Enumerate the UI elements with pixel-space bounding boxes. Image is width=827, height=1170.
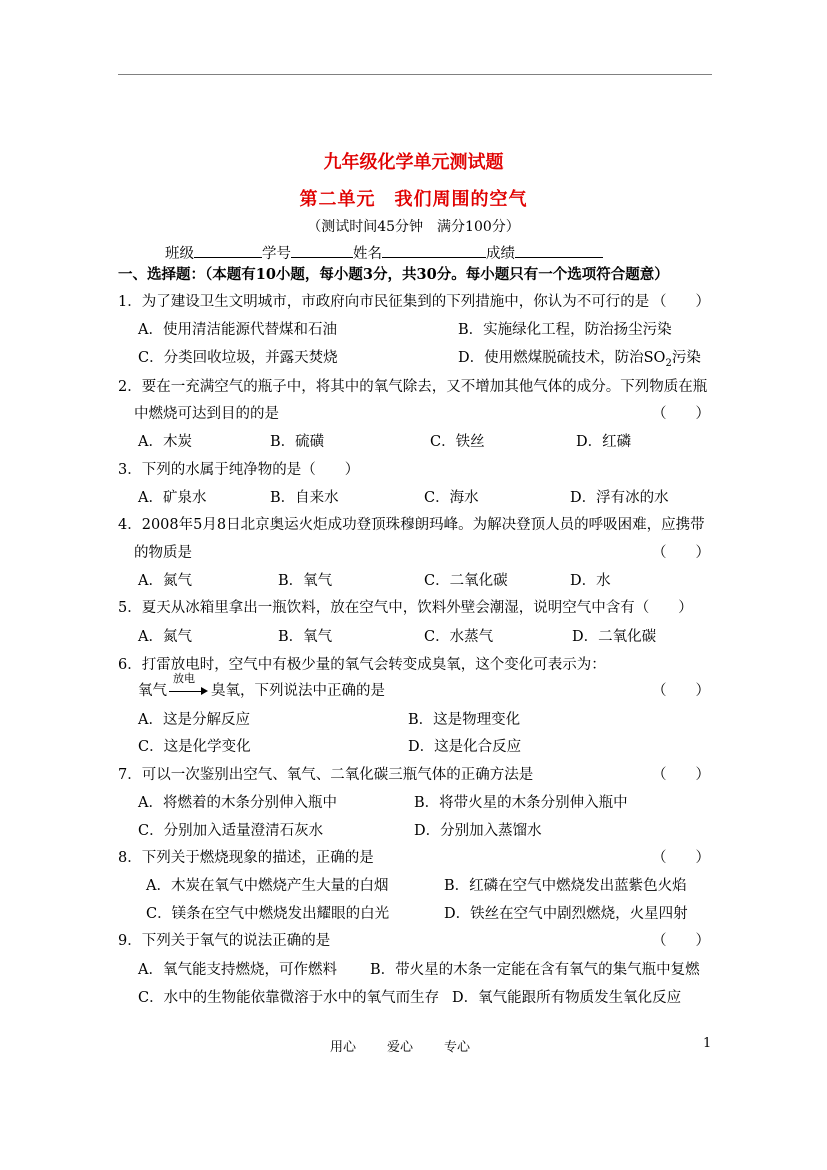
question-3-option-b: B．自来水 <box>270 490 339 506</box>
eq-condition: 放电 <box>173 672 195 685</box>
question-7-option-a: A．将燃着的木条分别伸入瓶中 <box>138 795 337 811</box>
question-8-option-a: A．木炭在氧气中燃烧产生大量的白烟 <box>146 878 389 894</box>
test-info: （测试时间45分钟 满分100分） <box>307 219 520 235</box>
question-8-answer-paren: （ ） <box>652 850 710 866</box>
question-9-option-d: D．氧气能跟所有物质发生氧化反应 <box>452 990 682 1006</box>
question-7-option-d: D．分别加入蒸馏水 <box>414 823 542 839</box>
page-number: 1 <box>703 1036 712 1051</box>
score-blank <box>515 243 603 258</box>
question-5-option-c: C．水蒸气 <box>424 629 494 645</box>
question-6-option-b: B．这是物理变化 <box>408 712 521 728</box>
question-9-option-c: C．水中的生物能依靠微溶于水中的氧气而生存 <box>138 990 440 1006</box>
question-8-option-b: B．红磷在空气中燃烧发出蓝紫色火焰 <box>444 878 687 894</box>
question-6-equation <box>138 672 385 701</box>
question-4-option-b: B．氧气 <box>278 573 333 589</box>
question-2-answer-paren: （ ） <box>652 406 710 422</box>
score-label: 成绩 <box>486 246 515 262</box>
question-6-option-d: D．这是化合反应 <box>408 739 522 755</box>
eq-reactant: 氧气 <box>138 683 167 699</box>
question-5-option-a: A．氮气 <box>138 629 192 645</box>
student-info-row <box>165 243 603 264</box>
question-5-option-d: D．二氧化碳 <box>572 629 657 645</box>
question-6-option-a: A．这是分解反应 <box>138 712 250 728</box>
id-blank <box>291 243 353 258</box>
footer-text-3: 专心 <box>444 1040 471 1055</box>
question-2-option-a: A．木炭 <box>138 434 192 450</box>
unit-title: 第二单元 我们周围的空气 <box>299 189 528 210</box>
question-6-option-c: C．这是化学变化 <box>138 739 251 755</box>
page-title: 九年级化学单元测试题 <box>323 152 504 173</box>
question-4-stem: 4．2008年5月8日北京奥运火炬成功登顶珠穆朗玛峰。为解决登顶人员的呼吸困难，应携带 <box>118 517 705 533</box>
question-2-option-b: B．硫磺 <box>270 434 325 450</box>
footer-text-2: 爱心 <box>387 1040 414 1055</box>
question-9-answer-paren: （ ） <box>652 933 710 949</box>
question-3-option-a: A．矿泉水 <box>138 490 207 506</box>
question-4-option-d: D．水 <box>570 573 611 589</box>
question-4-stem-cont: 的物质是 <box>134 545 192 561</box>
footer-text-1: 用心 <box>330 1040 357 1055</box>
question-8-option-d: D．铁丝在空气中剧烈燃烧，火星四射 <box>444 906 688 922</box>
question-6-answer-paren: （ ） <box>652 683 710 699</box>
question-2-option-d: D．红磷 <box>576 434 632 450</box>
question-9-option-a: A．氧气能支持燃烧，可作燃料 <box>138 962 337 978</box>
name-label: 姓名 <box>353 246 382 262</box>
question-8-stem: 8．下列关于燃烧现象的描述，正确的是 <box>118 850 374 866</box>
header-rule <box>118 74 712 75</box>
question-1-stem: 1．为了建设卫生文明城市，市政府向市民征集到的下列措施中，你认为不可行的是 <box>118 294 650 310</box>
option-d-text: D．使用燃煤脱硫技术，防治SO <box>458 350 666 366</box>
so2-subscript: 2 <box>665 358 672 369</box>
question-1-option-d <box>458 348 701 370</box>
id-label: 学号 <box>262 246 291 262</box>
question-6-stem: 6．打雷放电时，空气中有极少量的氧气会转变成臭氧，这个变化可表示为： <box>118 657 606 673</box>
question-5-option-b: B．氧气 <box>278 629 333 645</box>
question-7-option-c: C．分别加入适量澄清石灰水 <box>138 823 324 839</box>
class-blank <box>194 243 262 258</box>
section-heading: 一、选择题：（本题有10小题，每小题3分，共30分。每小题只有一个选项符合题意） <box>118 266 669 283</box>
question-2-stem: 2．要在一充满空气的瓶子中，将其中的氧气除去，又不增加其他气体的成分。下列物质在瓶 <box>118 379 708 395</box>
question-7-option-b: B．将带火星的木条分别伸入瓶中 <box>414 795 628 811</box>
question-1-option-c: C．分类回收垃圾，并露天焚烧 <box>138 350 338 366</box>
question-5-stem: 5．夏天从冰箱里拿出一瓶饮料，放在空气中，饮料外壁会潮湿，说明空气中含有（ ） <box>118 600 693 616</box>
question-3-option-c: C．海水 <box>424 490 479 506</box>
question-2-stem-cont: 中燃烧可达到目的的是 <box>134 406 279 422</box>
question-4-option-c: C．二氧化碳 <box>424 573 508 589</box>
eq-product-text: 臭氧，下列说法中正确的是 <box>211 683 385 699</box>
question-4-answer-paren: （ ） <box>652 545 710 561</box>
question-8-option-c: C．镁条在空气中燃烧发出耀眼的白光 <box>146 906 390 922</box>
question-1-answer-paren: （ ） <box>652 294 710 310</box>
name-blank <box>382 243 486 258</box>
question-4-option-a: A．氮气 <box>138 573 192 589</box>
question-2-option-c: C．铁丝 <box>430 434 485 450</box>
question-1-option-a: A．使用清洁能源代替煤和石油 <box>138 322 337 338</box>
question-3-option-d: D．浮有冰的水 <box>570 490 669 506</box>
question-1-option-b: B．实施绿化工程，防治扬尘污染 <box>458 322 672 338</box>
question-7-stem: 7．可以一次鉴别出空气、氧气、二氧化碳三瓶气体的正确方法是 <box>118 767 534 783</box>
question-9-stem: 9．下列关于氧气的说法正确的是 <box>118 933 331 949</box>
reaction-arrow-icon <box>167 672 211 701</box>
option-d-tail: 污染 <box>671 350 701 366</box>
question-7-answer-paren: （ ） <box>652 767 710 783</box>
question-9-option-b: B．带火星的木条一定能在含有氧气的集气瓶中复燃 <box>370 962 700 978</box>
question-3-stem: 3．下列的水属于纯净物的是（ ） <box>118 462 360 478</box>
class-label: 班级 <box>165 246 194 262</box>
